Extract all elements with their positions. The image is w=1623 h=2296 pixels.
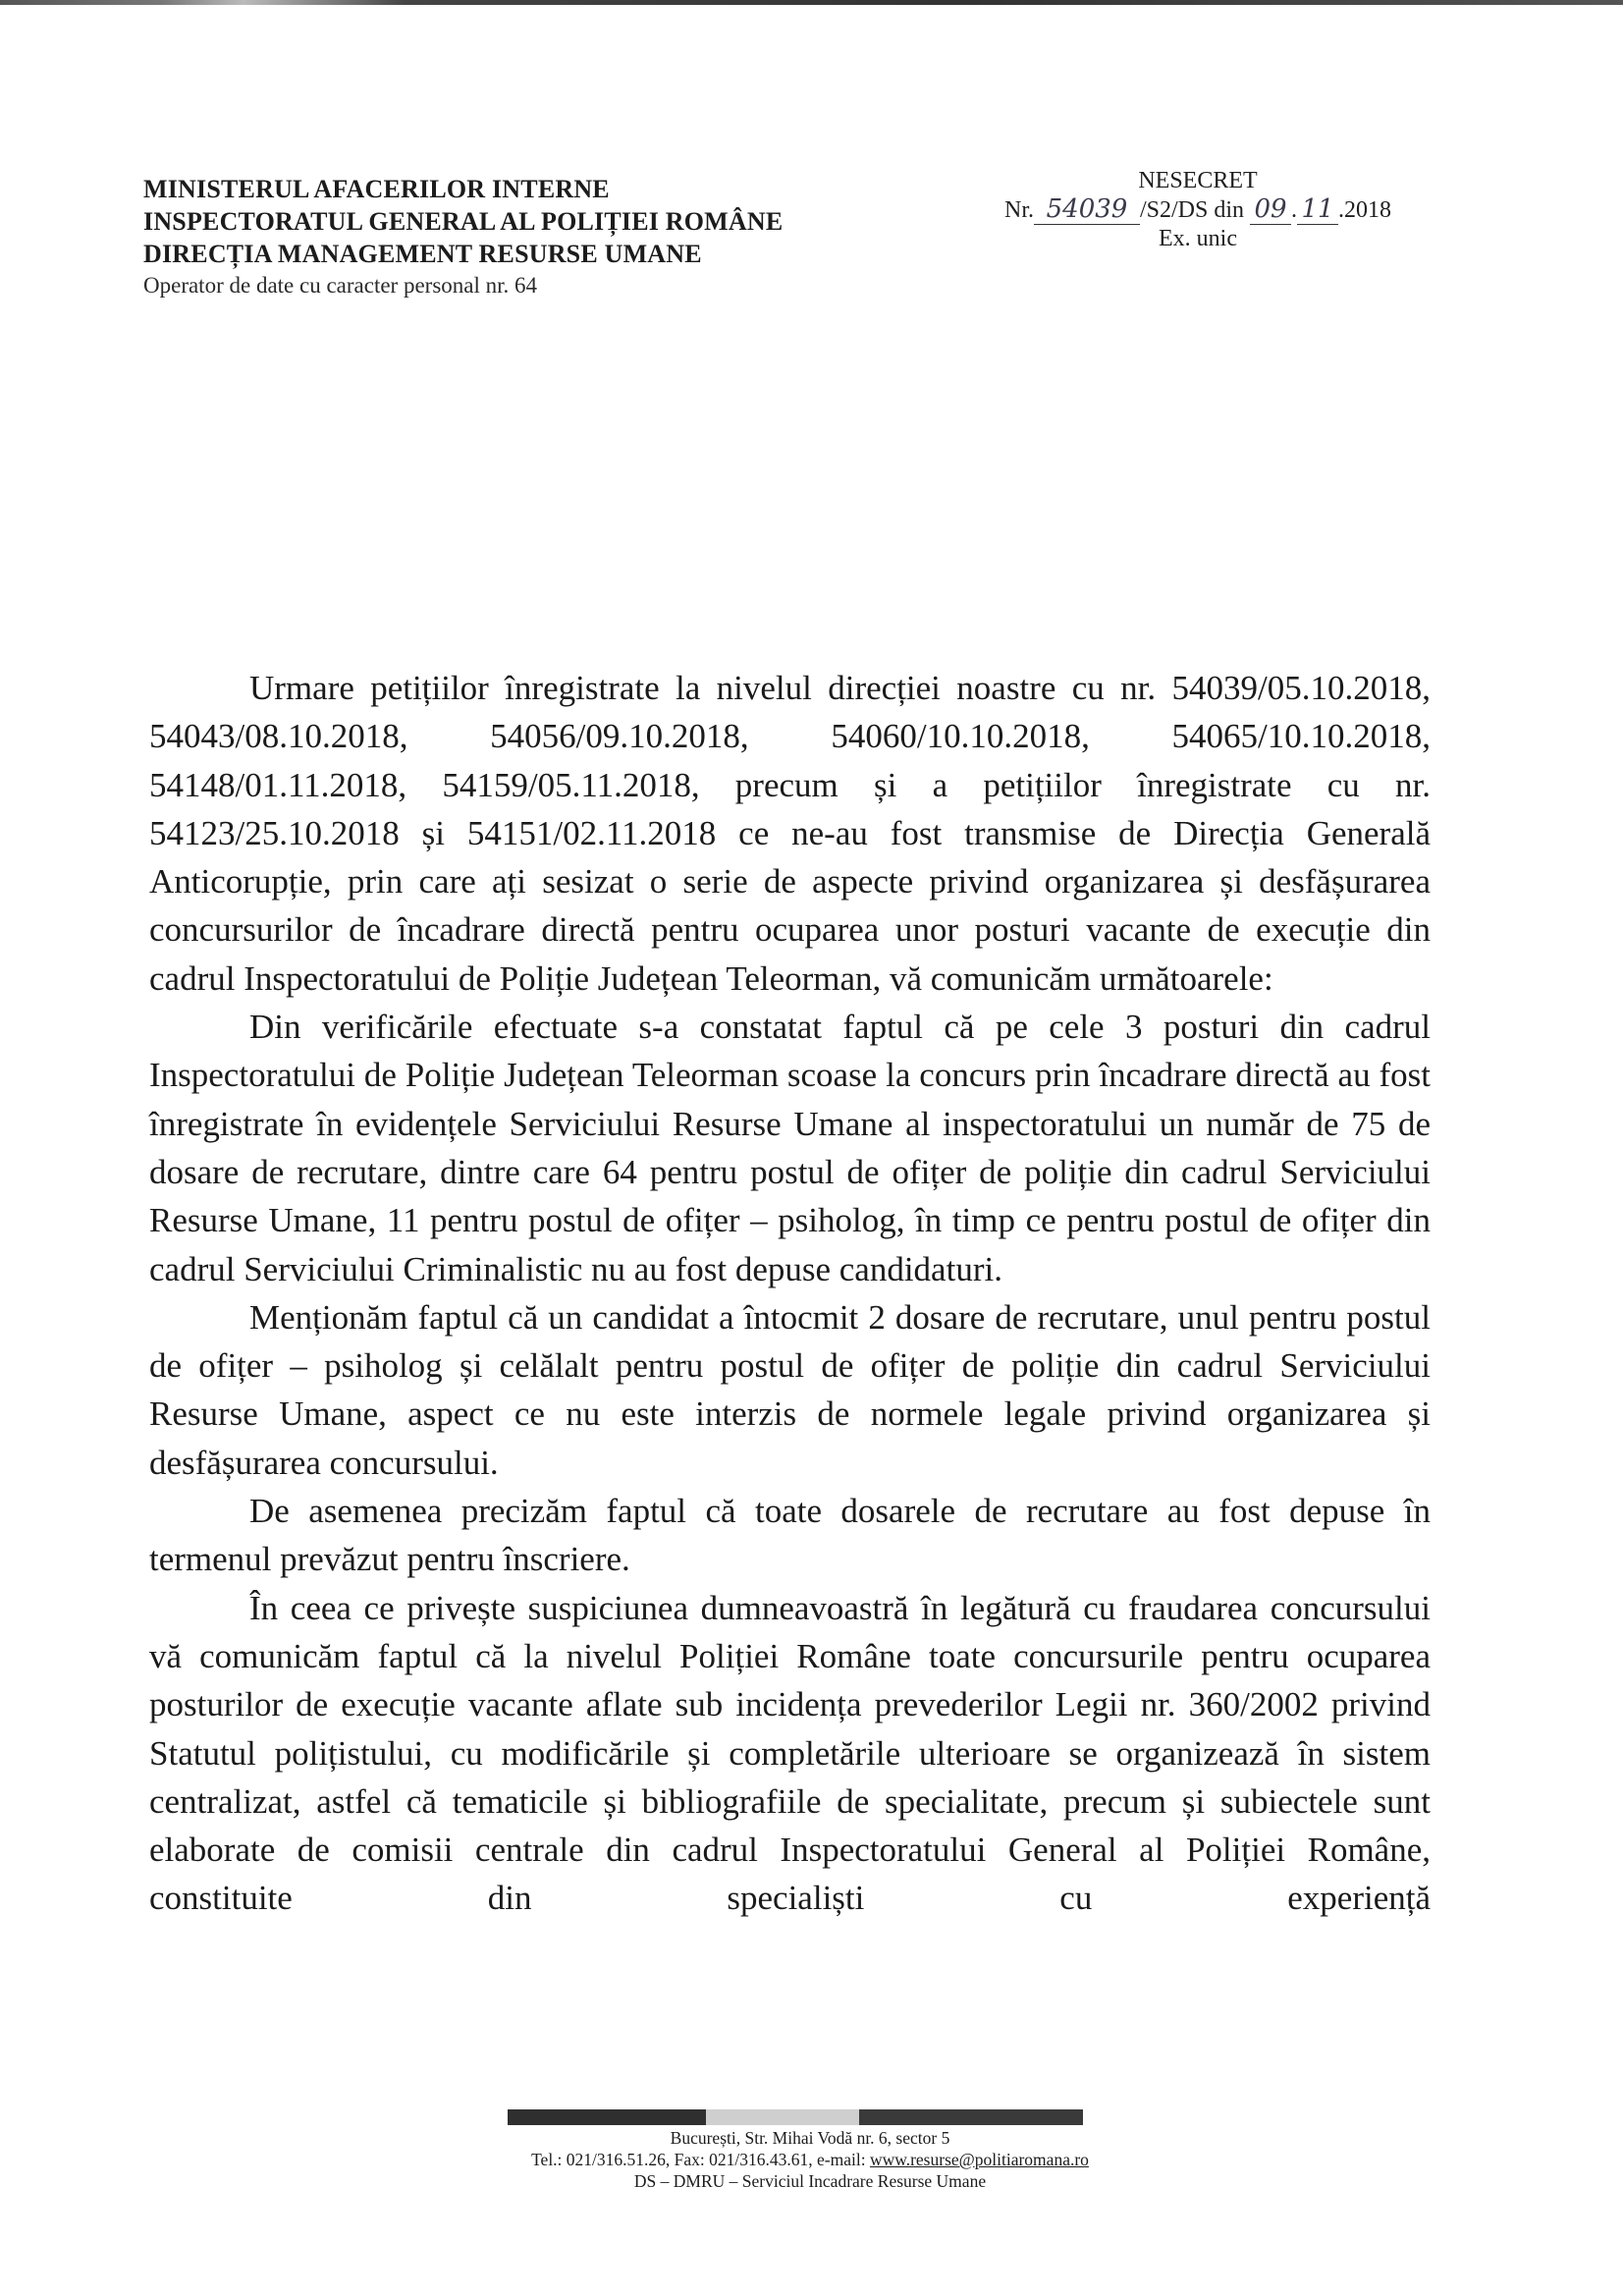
data-operator-line: Operator de date cu caracter personal nr. 64 bbox=[143, 273, 538, 298]
footer-email-link[interactable]: www.resurse@politiaromana.ro bbox=[869, 2150, 1089, 2169]
footer-color-bar bbox=[508, 2109, 1083, 2125]
registration-number-line bbox=[982, 194, 1414, 225]
copy-count: Ex. unic bbox=[1159, 226, 1237, 251]
letter-body bbox=[149, 664, 1431, 1923]
paragraph: Din verificările efectuate s-a constatat faptul că pe cele 3 posturi din cadrul Inspectoratului de Poliție Județean Teleorman scoase la concurs prin încadrare directă au fost înregistrate în evidențele Serviciului Resurse Umane al inspectoratului un număr de 75 de dosare de recrutare, dintre care 64 pentru postul de ofițer de poliție din cadrul Serviciului Resurse Umane, 11 pentru postul de ofițer – psiholog, în timp ce pentru postul de ofițer din cadrul Serviciului Criminalistic nu au fost depuse candidaturi. bbox=[149, 1008, 1431, 1288]
footer-bar-segment-dark bbox=[508, 2109, 706, 2125]
handwritten-day: 09 bbox=[1250, 194, 1291, 225]
date-year: .2018 bbox=[1338, 197, 1392, 223]
ministry-name: MINISTERUL AFACERILOR INTERNE bbox=[143, 175, 610, 203]
handwritten-reg-number: 54039 bbox=[1034, 194, 1140, 225]
footer-bar-segment-dark bbox=[859, 2109, 1083, 2125]
footer-contact bbox=[393, 2149, 1227, 2170]
classification-label: NESECRET bbox=[1138, 168, 1258, 193]
paragraph: În ceea ce privește suspiciunea dumneavoastră în legătură cu fraudarea concursului vă comunicăm faptul că la nivelul Poliției Române toate concursurile pentru ocuparea posturilor de execuție vacante aflate sub incidența prevederilor Legii nr. 360/2002 privind Statutul polițistului, cu modificările și completările ulterioare se organizează în sistem centralizat, astfel că tematicile și bibliografiile de specialitate, precum și subiectele sunt elaborate de comisii centrale din cadrul Inspectoratului General al Poliției Române, constituite din specialiști cu experiență bbox=[149, 1588, 1431, 1918]
page-footer bbox=[393, 2109, 1227, 2192]
handwritten-month: 11 bbox=[1297, 194, 1338, 225]
directorate-name: DIRECȚIA MANAGEMENT RESURSE UMANE bbox=[143, 240, 702, 268]
paragraph: Urmare petițiilor înregistrate la nivelul direcției noastre cu nr. 54039/05.10.2018, 54043/08.10.2018, 54056/09.10.2018, 54060/10.10.2018, 54065/10.10.2018, 54148/01.11.2018, 54159/05.11.2018, precum și a petițiilor înregistrate cu nr. 54123/25.10.2018 și 54151/02.11.2018 ce ne-au fost transmise de Direcția Generală Anticorupție, prin care ați sesizat o serie de aspecte privind organizarea și desfășurarea concursurilor de încadrare directă pentru ocuparea unor posturi vacante de execuție din cadrul Inspectoratului de Poliție Județean Teleorman, vă comunicăm următoarele: bbox=[149, 669, 1431, 998]
paragraph: Menționăm faptul că un candidat a întocmit 2 dosare de recrutare, unul pentru postul de ofițer – psiholog și celălalt pentru postul de ofițer de poliție din cadrul Serviciului Resurse Umane, aspect ce nu este interzis de normele legale privind organizarea și desfășurarea concursului. bbox=[149, 1297, 1431, 1482]
scan-edge bbox=[0, 0, 1623, 5]
registration-block bbox=[982, 167, 1414, 252]
footer-bar-segment-light bbox=[706, 2109, 859, 2125]
footer-phone-fax: Tel.: 021/316.51.26, Fax: 021/316.43.61, e-mail: bbox=[531, 2150, 870, 2169]
inspectorate-name: INSPECTORATUL GENERAL AL POLIȚIEI ROMÂNE bbox=[143, 207, 784, 236]
reg-prefix: Nr. bbox=[1003, 197, 1034, 223]
letterhead bbox=[143, 173, 890, 301]
footer-department: DS – DMRU – Serviciul Incadrare Resurse Umane bbox=[633, 2171, 987, 2191]
date-separator: . bbox=[1291, 197, 1298, 223]
reg-suffix: /S2/DS din bbox=[1139, 197, 1251, 223]
footer-address: București, Str. Mihai Vodă nr. 6, sector 5 bbox=[670, 2128, 950, 2148]
paragraph: De asemenea precizăm faptul că toate dosarele de recrutare au fost depuse în termenul prevăzut pentru înscriere. bbox=[149, 1492, 1431, 1579]
